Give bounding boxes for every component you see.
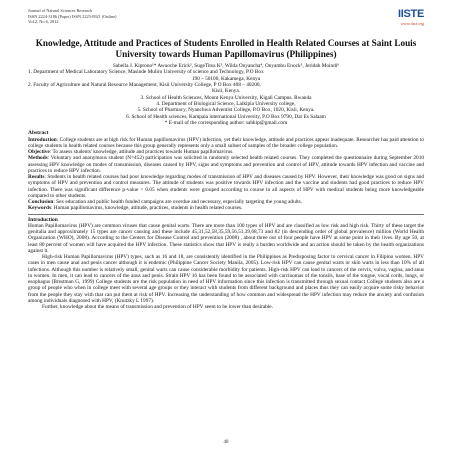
author-list: Sabella J. Kiprono¹* Awuoche Erick², SugeTitus K³, Wilda Onyancha⁴, Onyambu Enock⁵, Jeridah Moindi⁶ — [112, 63, 340, 70]
affiliation-4: 4. Department of Biological Science, Laikipia University college, — [156, 100, 296, 107]
journal-header — [28, 6, 424, 38]
abstract-results-text: : Students in health related courses had poor knowledge regarding modes of transmission of HPV and diseases caused by HPV. However, their knowledge was good on signs and symptoms of HPV and prevention and control measures. The attitude of students was positive towards HPV infection and the vaccine and students had good practices to reduce HPV infection. There was significant difference p-value < 0.05 when students were grouped according to course in all aspects of HPV with medical students being more knowledgeable compared to other students. — [28, 174, 424, 199]
abstract-objective-text: : To assess students' knowledge, attitude and practices towards Human papillomavirus. — [49, 149, 234, 156]
affiliation-2: 2. Faculty of Agriculture and Natural Resource Management, Kisii University College, P O Box 408 – 40200, — [28, 82, 261, 89]
journal-logo — [372, 6, 424, 26]
abstract-introduction — [28, 137, 424, 150]
affiliation-3: 3. School of Health Sciences, Mount Kenya University, Kigali Campus. Rwanda — [140, 94, 312, 101]
introduction-paragraph-1: Human Papillomavirus (HPV) are common viruses that cause genital warts. There are more than 100 types of HPV and are classified as low risk and high risk. Thirty of these target the genitalia and approximately 15 types are cancer causing and these include 45,31,52,58,35,59,56,51,39,68,73 and 82 (in descending order of global prevalence) million (World Health Organization (WHO), 2008). According to the Centers for Disease Control and prevention (2008) , about three out of four people have HPV at some point in their lives. By age 50, at least 80 percent of women will have acquired the HPV infection. These statistics show that HPV is really a burden worldwide and an action should be taken by the health organizations against it. — [28, 222, 424, 254]
abstract-introduction-text: : College students are at high risk for Human papillomavirus (HPV) infection, yet their knowledge, attitude and practices appear inadequate. Researcher has paid attention to college students in health related courses because this group generally represents only a small subset of samples of the broader college population. — [28, 136, 424, 149]
page-number: 48 — [223, 440, 229, 445]
abstract-results — [28, 174, 424, 199]
affiliation-5: 5. School of Pharmacy, Nyanchwa Adventist College, P.O Box, 1020, Kisii, Kenya. — [137, 107, 315, 114]
abstract-results-label: Results — [28, 174, 45, 181]
introduction-heading: Introduction — [28, 216, 58, 223]
journal-name: Journal of Natural Sciences Research — [28, 8, 93, 13]
iiste-logo-icon: IISTE — [397, 8, 424, 20]
section-divider — [28, 214, 424, 215]
introduction-paragraph-2: High-risk Human Papillomavirus (HPV) types, such as 16 and 18, are consistently identified in the Philippines as Predisposing factor to cervical cancer in Filipino women. HPV cases in men cause anal and penis cancer although it is endemic (Philippine Cancer Society Manila, 2005). Low-risk HPV can cause genital warts or skin warts in less than 10% of all infections. Although this number is relatively small, genital warts can cause considerable morbidity for patients. High-risk HPV can lead to cancers of the cervix, vulva, vagina, and anus in women. In men, it can lead to cancers of the anus and penis. Strain HPV 16 has been found to be associated with carcinomas of the tonsils, base of the tongue, vocal cords, lungs, or esophagus (Brestman G, 1999) College students are the risk population in need of HPV information since this infection is transmitted through sexual contact College students also are a group of people who when in college meet with several age groups or they interact with students from different background and places thus they can easily acquire some risky behavior from the people they stay with that can put them at risk of HPV. Increasing the understanding of how common and widespread the HPV infection may reduce the anxiety and confusion among individuals diagnosed with HPV, (Knutzky L 1997). — [28, 254, 424, 304]
abstract-heading: Abstract — [28, 130, 49, 137]
abstract-keywords-label: Keywords — [28, 205, 51, 212]
article-title: Knowledge, Attitude and Practices of Students Enrolled in Health Related Courses at Saint Louis University towards Human Papillomavirus (Philippines) — [35, 38, 417, 59]
affiliation-1-cont: 190 – 50100, Kakamega, Kenya — [191, 75, 261, 82]
abstract-keywords — [28, 205, 424, 211]
journal-url[interactable]: www.iiste.org — [400, 21, 424, 26]
introduction-paragraph-3: Further, knowledge about the means of transmission and prevention of HPV seem to be lower than desirable. — [42, 304, 273, 311]
abstract-introduction-label: Introduction — [28, 136, 57, 143]
abstract-conclusion-text: : Sex education and public health funded campaigns are overdue and necessary, especially targeting the young adults. — [53, 199, 303, 206]
corresponding-author: * E-mail of the corresponding author: sabkip@gmail.com — [164, 119, 288, 126]
abstract-methods-label: Methods — [28, 155, 48, 162]
abstract-conclusion-label: Conclusion — [28, 199, 54, 206]
abstract-methods-text: : Voluntary and anonymous student (N=452) participation was solicited in randomly selected health related courses. They completed the questionnaire during September 2010 assessing HPV knowledge on modes of transmission, diseases caused by HPV, signs and symptoms and prevention and control of HPV, attitude towards HPV infection and vaccine and practices to reduce HPV infection. — [28, 155, 424, 174]
abstract-keywords-text: : Human papillomavirus, knowledge, attitude, practices, students in health related courses. — [50, 205, 243, 212]
journal-info — [28, 8, 116, 25]
abstract-objective-label: Objective — [28, 149, 50, 156]
affiliation-1: 1. Department of Medical Laboratory Science, Masinde Muliro University of science and Technology, P.O Box — [28, 69, 264, 76]
journal-volume: Vol.2, No.6, 2012 — [28, 19, 59, 25]
affiliation-6: 6. School of Health sciences, Kampala international University, P.O Box 9790, Dar Es Salaam — [126, 113, 326, 120]
journal-issn: ISSN 2224-3186 (Paper) ISSN 2225-0921 (Online) — [28, 13, 117, 19]
affiliation-2-cont: Kisii, Kenya. — [211, 88, 241, 95]
abstract-methods — [28, 155, 424, 174]
affiliations — [28, 69, 424, 119]
